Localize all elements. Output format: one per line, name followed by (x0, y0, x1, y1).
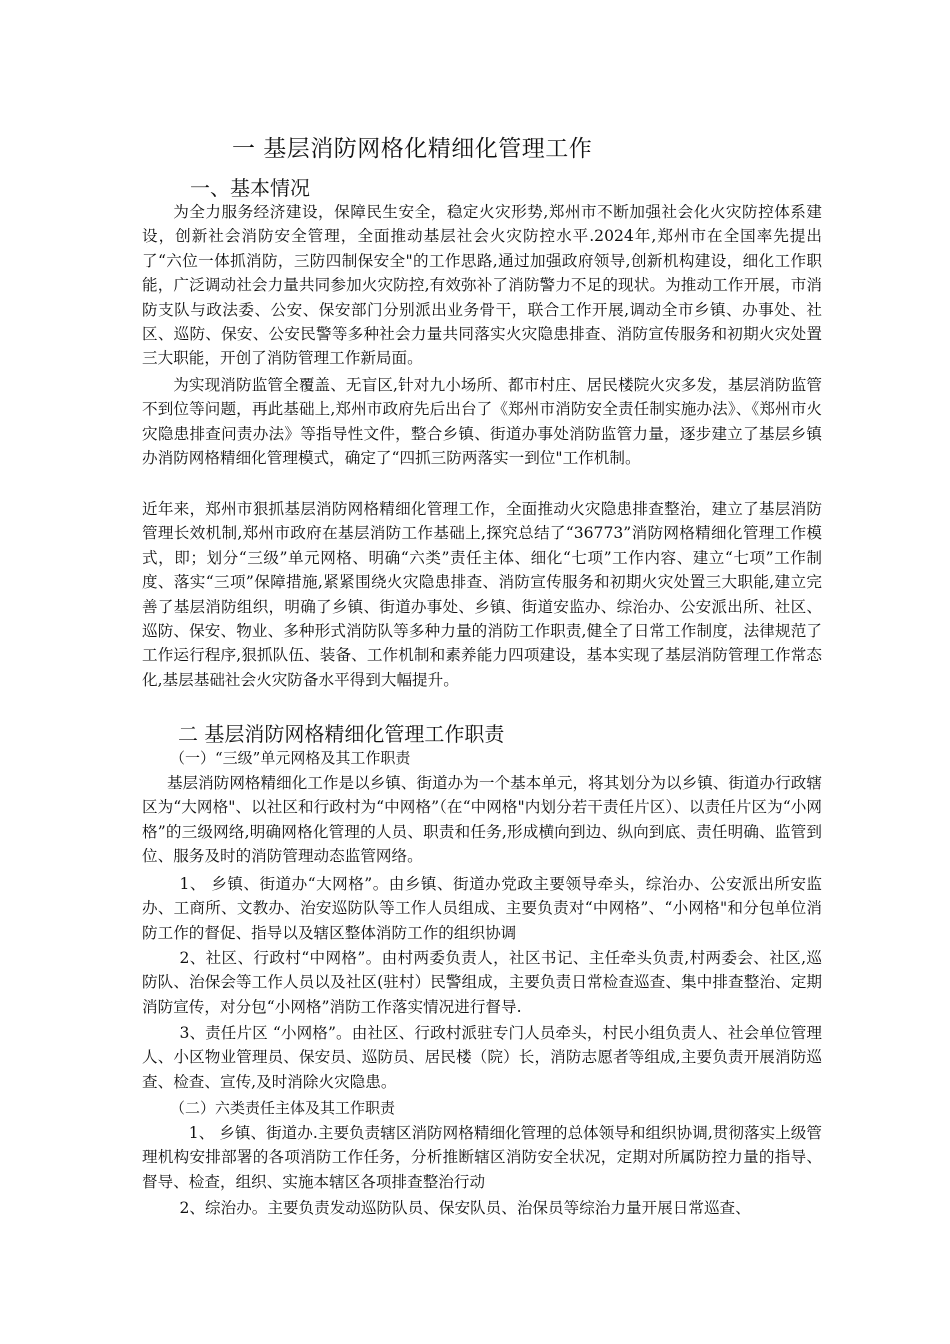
paragraph: 2、综治办。主要负责发动巡防队员、保安队员、治保员等综治力量开展日常巡查、 (179, 1199, 751, 1217)
paragraph: 1、 乡镇、街道办“大网格”。由乡镇、街道办党政主要领导牵头，综治办、公安派出所安监办、工商所、文教办、治安巡防队等工作人员组成、主要负责对“中网格”、“小网格"和分包单位消防工作的督促、指导以及辖区整体消防工作的组织协调 (142, 875, 822, 942)
section-heading-duties: 二 基层消防网格精细化管理工作职责 (178, 722, 505, 746)
paragraph: 1、 乡镇、街道办.主要负责辖区消防网格精细化管理的总体领导和组织协调,贯彻落实上级管理机构安排部署的各项消防工作任务，分析推断辖区消防安全状况，定期对所属防控力量的指导、督导、检查，组织、实施本辖区各项排查整治行动 (142, 1124, 822, 1191)
paragraph: 为全力服务经济建设，保障民生安全，稳定火灾形势,郑州市不断加强社会化火灾防控体系建设，创新社会消防安全管理，全面推动基层社会火灾防控水平.2024年,郑州市在全国率先提出了“六位一体抓消防，三防四制保安全"的工作思路,通过加强政府领导,创新机构建设，细化工作职能，广泛调动社会力量共同参加火灾防控,有效弥补了消防警力不足的现状。为推动工作开展，市消防支队与政法委、公安、保安部门分别派出业务骨干，联合工作开展,调动全市乡镇、办事处、社区、巡防、保安、公安民警等多种社会力量共同落实火灾隐患排查、消防宣传服务和初期火灾处置三大职能，开创了消防管理工作新局面。 (142, 203, 822, 368)
subsection-heading-three-level-grid: （一）“三级”单元网格及其工作职责 (170, 749, 411, 767)
paragraph: 3、责任片区 “小网格”。由社区、行政村派驻专门人员牵头，村民小组负责人、社会单位管理人、小区物业管理员、保安员、巡防员、居民楼（院）长，消防志愿者等组成,主要负责开展消防巡查、检查、宣传,及时消除火灾隐患。 (142, 1024, 822, 1091)
subsection-heading-six-subjects: （二）六类责任主体及其工作职责 (170, 1099, 396, 1117)
paragraph: 为实现消防监管全覆盖、无盲区,针对九小场所、都市村庄、居民楼院火灾多发，基层消防监管不到位等问题，再此基础上,郑州市政府先后出台了《郑州市消防安全责任制实施办法》、《郑州市火灾隐患排查问责办法》等指导性文件，整合乡镇、街道办事处消防监管力量，逐步建立了基层乡镇办消防网格精细化管理模式，确定了“四抓三防两落实一到位"工作机制。 (142, 376, 822, 468)
paragraph: 2、社区、行政村“中网格”。由村两委负责人，社区书记、主任牵头负责,村两委会、社区,巡防队、治保会等工作人员以及社区(驻村）民警组成，主要负责日常检查巡查、集中排查整治、定期消防宣传，对分包“小网格”消防工作落实情况进行督导. (142, 949, 822, 1016)
document-title: 一 基层消防网格化精细化管理工作 (232, 136, 593, 162)
paragraph: 基层消防网格精细化工作是以乡镇、街道办为一个基本单元，将其划分为以乡镇、街道办行政辖区为“大网格"、以社区和行政村为“中网格”（在“中网格"内划分若干责任片区）、以责任片区为“小网格”的三级网络,明确网格化管理的人员、职责和任务,形成横向到边、纵向到底、责任明确、监管到位、服务及时的消防管理动态监管网络。 (142, 774, 822, 866)
section-heading-basic-situation: 一、基本情况 (190, 176, 310, 200)
paragraph: 近年来，郑州市狠抓基层消防网格精细化管理工作，全面推动火灾隐患排查整治，建立了基层消防管理长效机制,郑州市政府在基层消防工作基础上,探究总结了“36773”消防网格精细化管理工作模式，即；划分“三级”单元网格、明确“六类”责任主体、细化“七项”工作内容、建立“七项”工作制度、落实“三项”保障措施,紧紧围绕火灾隐患排查、消防宣传服务和初期火灾处置三大职能,建立完善了基层消防组织，明确了乡镇、街道办事处、乡镇、街道安监办、综治办、公安派出所、社区、巡防、保安、物业、多种形式消防队等多种力量的消防工作职责,健全了日常工作制度，法律规范了工作运行程序,狠抓队伍、装备、工作机制和素养能力四项建设，基本实现了基层消防管理工作常态化,基层基础社会火灾防备水平得到大幅提升。 (142, 500, 822, 689)
